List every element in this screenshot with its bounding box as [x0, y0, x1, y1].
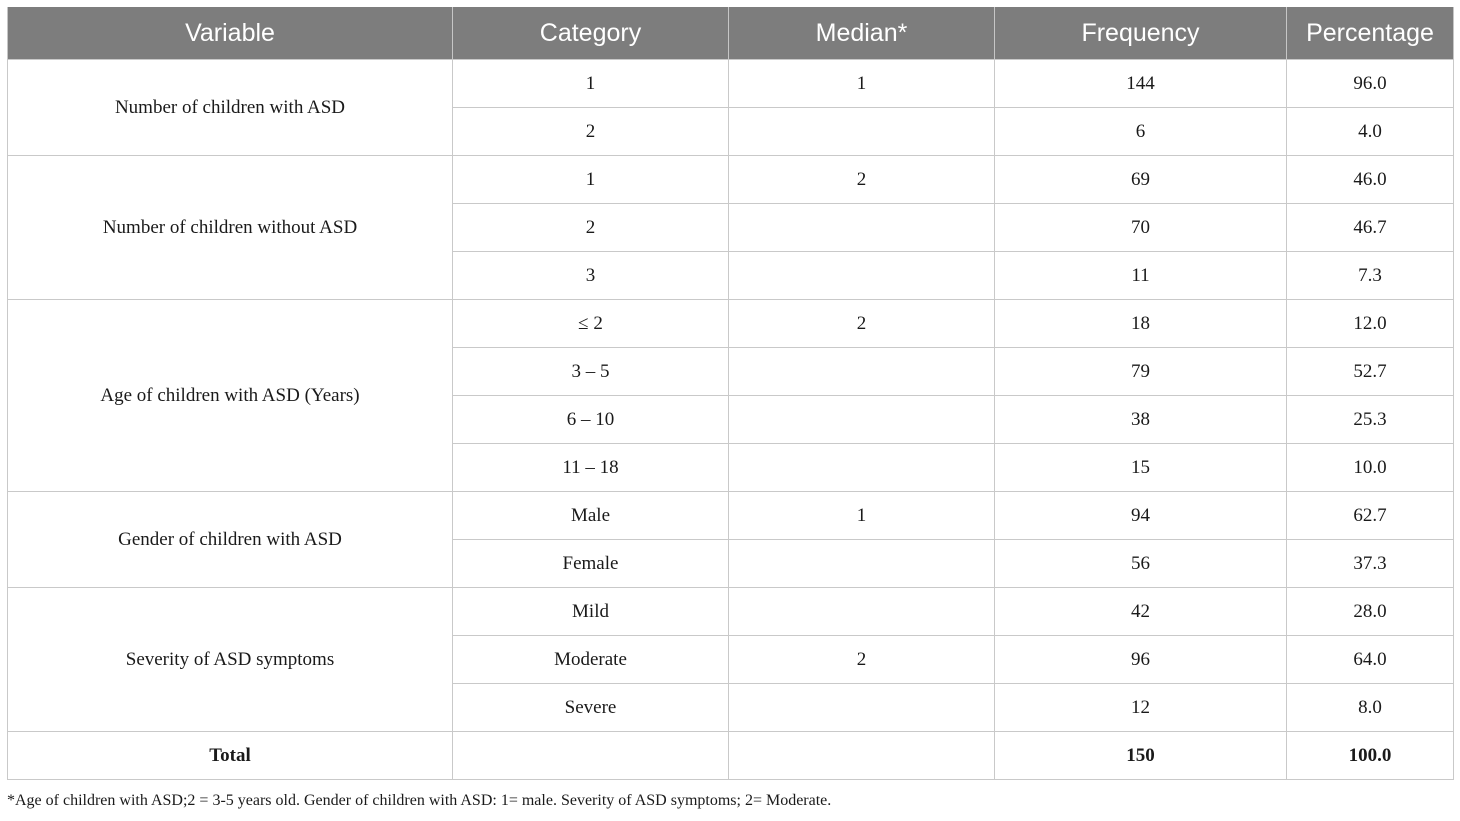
category-cell: Severe	[453, 684, 729, 732]
percentage-cell: 52.7	[1287, 348, 1454, 396]
frequency-cell: 15	[995, 444, 1287, 492]
percentage-cell: 46.7	[1287, 204, 1454, 252]
percentage-cell: 4.0	[1287, 108, 1454, 156]
frequency-cell: 96	[995, 636, 1287, 684]
frequency-cell: 69	[995, 156, 1287, 204]
frequency-cell: 56	[995, 540, 1287, 588]
percentage-cell: 96.0	[1287, 60, 1454, 108]
header-frequency: Frequency	[995, 7, 1287, 60]
category-cell: 2	[453, 204, 729, 252]
percentage-cell: 28.0	[1287, 588, 1454, 636]
frequency-cell: 38	[995, 396, 1287, 444]
median-cell: 2	[729, 636, 995, 684]
median-cell	[729, 540, 995, 588]
total-label: Total	[8, 732, 453, 780]
variable-cell: Number of children without ASD	[8, 156, 453, 300]
category-cell: 2	[453, 108, 729, 156]
total-row	[8, 732, 1454, 780]
header-percentage: Percentage	[1287, 7, 1454, 60]
children-asd-table	[7, 7, 1454, 780]
median-cell	[729, 444, 995, 492]
percentage-cell: 12.0	[1287, 300, 1454, 348]
median-cell: 2	[729, 300, 995, 348]
percentage-cell: 8.0	[1287, 684, 1454, 732]
median-cell: 1	[729, 60, 995, 108]
percentage-cell: 46.0	[1287, 156, 1454, 204]
total-median	[729, 732, 995, 780]
median-cell: 1	[729, 492, 995, 540]
category-cell: 1	[453, 60, 729, 108]
header-variable: Variable	[8, 7, 453, 60]
frequency-cell: 11	[995, 252, 1287, 300]
category-cell: 3	[453, 252, 729, 300]
frequency-cell: 79	[995, 348, 1287, 396]
category-cell: 3 – 5	[453, 348, 729, 396]
percentage-cell: 64.0	[1287, 636, 1454, 684]
median-cell	[729, 396, 995, 444]
frequency-cell: 18	[995, 300, 1287, 348]
variable-cell: Gender of children with ASD	[8, 492, 453, 588]
percentage-cell: 25.3	[1287, 396, 1454, 444]
table-footnote: *Age of children with ASD;2 = 3-5 years old. Gender of children with ASD: 1= male. Severity of ASD symptoms; 2= Moderate.	[7, 792, 832, 809]
table-row	[8, 156, 1454, 204]
table-row	[8, 60, 1454, 108]
category-cell: 6 – 10	[453, 396, 729, 444]
table-row	[8, 300, 1454, 348]
category-cell: Mild	[453, 588, 729, 636]
category-cell: Male	[453, 492, 729, 540]
total-percentage: 100.0	[1287, 732, 1454, 780]
median-cell	[729, 108, 995, 156]
frequency-cell: 42	[995, 588, 1287, 636]
median-cell	[729, 204, 995, 252]
category-cell: Moderate	[453, 636, 729, 684]
percentage-cell: 37.3	[1287, 540, 1454, 588]
table-row	[8, 588, 1454, 636]
category-cell: 11 – 18	[453, 444, 729, 492]
frequency-cell: 144	[995, 60, 1287, 108]
percentage-cell: 62.7	[1287, 492, 1454, 540]
total-category	[453, 732, 729, 780]
percentage-cell: 7.3	[1287, 252, 1454, 300]
table-body	[8, 60, 1454, 780]
frequency-cell: 6	[995, 108, 1287, 156]
header-row	[8, 7, 1454, 60]
category-cell: Female	[453, 540, 729, 588]
variable-cell: Age of children with ASD (Years)	[8, 300, 453, 492]
category-cell: ≤ 2	[453, 300, 729, 348]
median-cell	[729, 252, 995, 300]
header-median: Median*	[729, 7, 995, 60]
frequency-cell: 94	[995, 492, 1287, 540]
median-cell	[729, 684, 995, 732]
data-table-container	[7, 7, 1453, 780]
median-cell: 2	[729, 156, 995, 204]
frequency-cell: 70	[995, 204, 1287, 252]
median-cell	[729, 348, 995, 396]
total-frequency: 150	[995, 732, 1287, 780]
percentage-cell: 10.0	[1287, 444, 1454, 492]
table-row	[8, 492, 1454, 540]
variable-cell: Severity of ASD symptoms	[8, 588, 453, 732]
header-category: Category	[453, 7, 729, 60]
category-cell: 1	[453, 156, 729, 204]
median-cell	[729, 588, 995, 636]
frequency-cell: 12	[995, 684, 1287, 732]
variable-cell: Number of children with ASD	[8, 60, 453, 156]
